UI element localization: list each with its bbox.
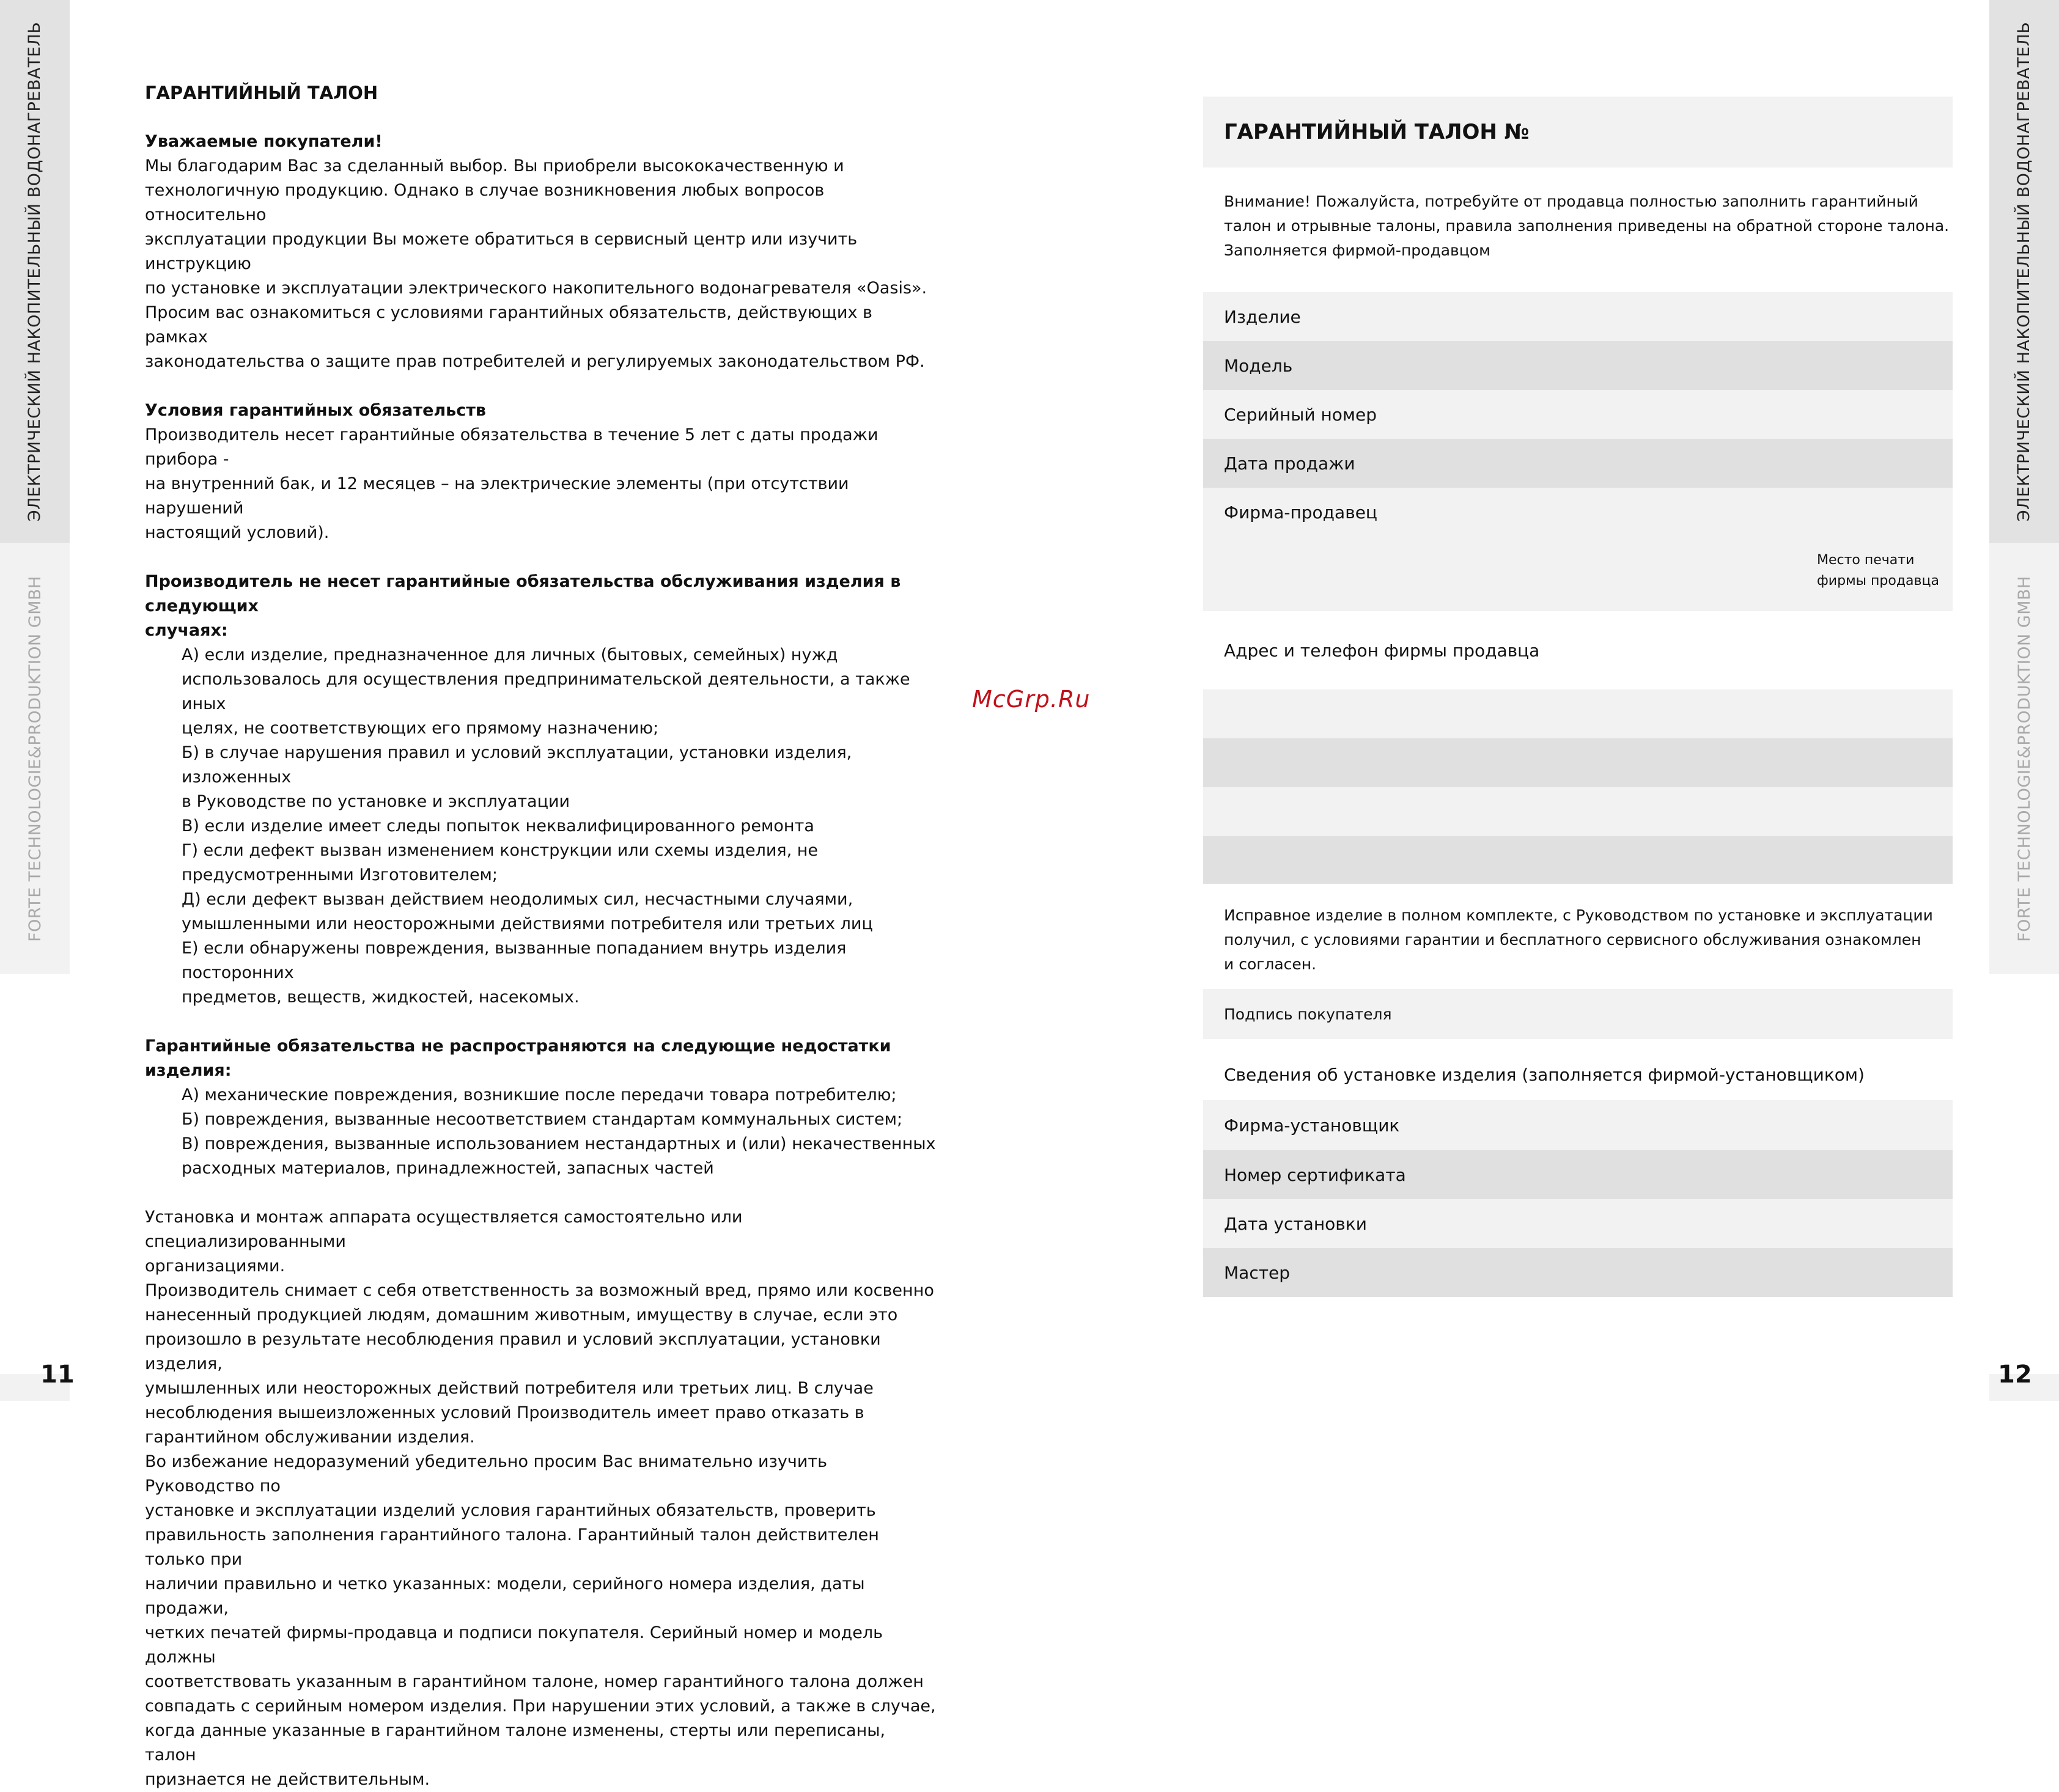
page-number-right: 12 <box>1998 1361 2032 1389</box>
field-serial-number[interactable]: Серийный номер <box>1203 390 1953 439</box>
right-product-title: ЭЛЕКТРИЧЕСКИЙ НАКОПИТЕЛЬНЫЙ ВОДОНАГРЕВАТЕЛЬ <box>2014 21 2034 521</box>
field-model[interactable]: Модель <box>1203 341 1953 390</box>
page-number-left: 11 <box>40 1361 75 1389</box>
conditions-heading: Условия гарантийных обязательств <box>145 401 486 420</box>
field-product[interactable]: Изделие <box>1203 292 1953 341</box>
exclusions-list: А) если изделие, предназначенное для личных (бытовых, семейных) нужд использовалось для осуществления предпринимательской деятельности, а также иных целях, не соответствующих его прямому назначению; Б) в случае нарушения правил и условий эксплуатации, установки изделия, изложенных в Руководстве по установке и эксплуатации В) если изделие имеет следы попыток неквалифицированного ремонта Г) если дефект вызван изменением конструкции или схемы изделия, не предусмотренными Изготовителем; Д) если дефект вызван действием неодолимых сил, несчастными случаями, умышленными или неосторожными действиями потребителя или третьих лиц Е) если обнаружены повреждения, вызванные попаданием внутрь изделия посторонних предметов, веществ, жидкостей, насекомых. <box>182 645 910 1007</box>
left-company-name: FORTE TECHNOLOGIE&PRODUKTION GMBH <box>25 575 45 942</box>
address-line-1[interactable] <box>1203 689 1953 738</box>
left-product-title: ЭЛЕКТРИЧЕСКИЙ НАКОПИТЕЛЬНЫЙ ВОДОНАГРЕВАТЕЛЬ <box>25 21 45 521</box>
page-title: ГАРАНТИЙНЫЙ ТАЛОН <box>145 83 378 103</box>
installation-heading: Сведения об установке изделия (заполняется фирмой-установщиком) <box>1224 1064 1865 1085</box>
greeting: Уважаемые покупатели! <box>145 132 383 151</box>
address-label: Адрес и телефон фирмы продавца <box>1224 640 1540 661</box>
field-buyer-signature[interactable]: Подпись покупателя <box>1203 989 1953 1039</box>
intro-paragraph: Мы благодарим Вас за сделанный выбор. Вы приобрели высококачественную и технологичную продукцию. Однако в случае возникновения любых вопросов относительно эксплуатации продукции Вы можете обратиться в сервисный центр или изучить инструкцию по установке и эксплуатации электрического накопительного водонагревателя «Oasis». Просим вас ознакомиться с условиями гарантийных обязательств, действующих в рамках законодательства о защите прав потребителей и регулируемых законодательством РФ. <box>145 156 927 371</box>
field-install-date[interactable]: Дата установки <box>1203 1199 1953 1248</box>
defects-heading: Гарантийные обязательства не распространяются на следующие недостатки изделия: <box>145 1037 891 1080</box>
right-company-name: FORTE TECHNOLOGIE&PRODUKTION GMBH <box>2014 575 2034 942</box>
field-sale-date[interactable]: Дата продажи <box>1203 439 1953 488</box>
warranty-card-title: ГАРАНТИЙНЫЙ ТАЛОН № <box>1203 97 1953 167</box>
address-line-4[interactable] <box>1203 836 1953 884</box>
field-certificate-number[interactable]: Номер сертификата <box>1203 1150 1953 1199</box>
field-seller[interactable]: Фирма-продавец <box>1203 488 1953 611</box>
exclusions-heading: Производитель не несет гарантийные обязательства обслуживания изделия в следующих случаях: <box>145 572 901 640</box>
field-master[interactable]: Мастер <box>1203 1248 1953 1297</box>
address-line-2[interactable] <box>1203 738 1953 787</box>
left-page-content <box>145 81 940 1792</box>
stamp-place-label: Место печати фирмы продавца <box>1817 553 1939 589</box>
conditions-paragraph: Производитель несет гарантийные обязательства в течение 5 лет с даты продажи прибора - на внутренний бак, и 12 месяцев – на электрические элементы (при отсутствии нарушений настоящий условий). <box>145 425 878 542</box>
closing-paragraphs: Установка и монтаж аппарата осуществляется самостоятельно или специализированными организациями. Производитель снимает с себя ответственность за возможный вред, прямо или косвенно нанесенный продукцией людям, домашним животным, имуществу в случае, если это произошло в результате несоблюдения правил и условий эксплуатации, установки изделия, умышленных или неосторожных действий потребителя или третьих лиц. В случае несоблюдения вышеизложенных условий Производитель имеет право отказать в гарантийном обслуживании изделия. Во избежание недоразумений убедительно просим Вас внимательно изучить Руководство по установке и эксплуатации изделий условия гарантийных обязательств, проверить правильность заполнения гарантийного талона. Гарантийный талон действителен только при наличии правильно и четко указанных: модели, серийного номера изделия, даты продажи, четких печатей фирмы-продавца и подписи покупателя. Серийный номер и модель должны соответствовать указанным в гарантийном талоне, номер гарантийного талона должен совпадать с серийным номером изделия. При нарушении этих условий, а также в случае, когда данные указанные в гарантийном талоне изменены, стерты или переписаны, талон признается не действительным. <box>145 1208 936 1789</box>
watermark: McGrp.Ru <box>972 686 1091 713</box>
notice-text: Внимание! Пожалуйста, потребуйте от продавца полностью заполнить гарантийный талон и отрывные талоны, правила заполнения приведены на обратной стороне талона. Заполняется фирмой-продавцом <box>1224 193 1950 259</box>
field-installer[interactable]: Фирма-установщик <box>1203 1100 1953 1150</box>
defects-list: А) механические повреждения, возникшие после передачи товара потребителю; Б) повреждения, вызванные несоответствием стандартам коммунальных систем; В) повреждения, вызванные использованием нестандартных и (или) некачественных расходных материалов, принадлежностей, запасных частей <box>182 1085 936 1178</box>
address-line-3[interactable] <box>1203 787 1953 836</box>
acceptance-text: Исправное изделие в полном комплекте, с Руководством по установке и эксплуатации получил, с условиями гарантии и бесплатного сервисного обслуживания ознакомлен и согласен. <box>1224 906 1933 973</box>
